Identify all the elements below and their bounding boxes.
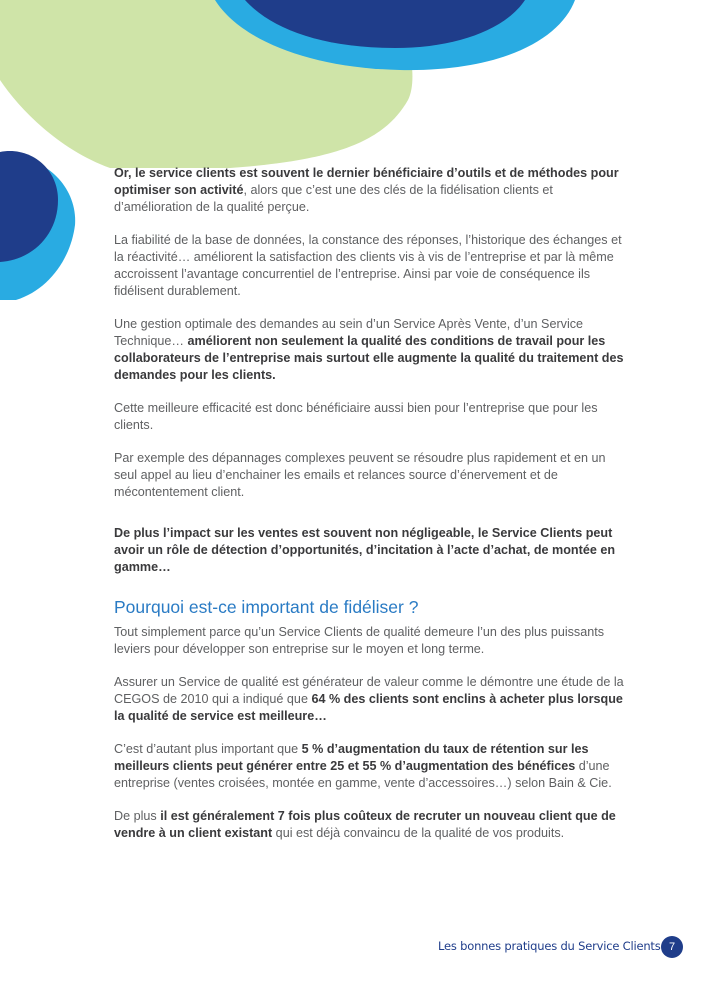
bold-text: il est généralement 7 fois plus coûteux de recruter un nouveau client que de vendre à un client existant [114, 809, 616, 840]
section-heading: Pourquoi est-ce important de fidéliser ? [114, 597, 419, 617]
text: Cette meilleure efficacité est donc bénéficiaire aussi bien pour l’entreprise que pour les clients. [114, 401, 598, 432]
paragraph [114, 808, 624, 842]
paragraph [114, 165, 624, 216]
text: La fiabilité de la base de données, la constance des réponses, l’historique des échanges et la réactivité… améliorent la satisfaction des clients vis à vis de l’entreprise et par là même accroissent l’avantage concurrentiel de l’entreprise. Ainsi par voie de conséquence ils fidélisent durablement. [114, 233, 622, 298]
footer-title: Les bonnes pratiques du Service Clients [438, 939, 661, 953]
paragraph [114, 741, 624, 792]
text: Par exemple des dépannages complexes peuvent se résoudre plus rapidement et en un seul appel au lieu d’enchainer les emails et relances source d’énervement et de mécontentement client. [114, 451, 606, 499]
text: d’une entreprise (ventes croisées, montée en gamme, vente d’accessoires…) selon Bain & Cie. [114, 759, 612, 790]
bold-text: améliorent non seulement la qualité des conditions de travail pour les collaborateurs de l’entreprise mais surtout elle augmente la qualité du traitement des demandes pour les clients. [114, 334, 624, 382]
text: Tout simplement parce qu’un Service Clients de qualité demeure l’un des plus puissants leviers pour développer son entreprise sur le moyen et long terme. [114, 625, 605, 656]
bold-text: De plus l’impact sur les ventes est souvent non négligeable, le Service Clients peut avoir un rôle de détection d’opportunités, d’incitation à l’acte d’achat, de montée en gamme… [114, 526, 616, 574]
text: Assurer un Service de qualité est générateur de valeur comme le démontre une étude de la CEGOS de 2010 qui a indiqué que [114, 675, 624, 706]
paragraph [114, 624, 624, 658]
paragraph [114, 400, 624, 434]
text: qui est déjà convaincu de la qualité de vos produits. [272, 826, 565, 840]
text: Une gestion optimale des demandes au sein d’un Service Après Vente, d’un Service Technique… [114, 317, 584, 348]
bold-text: Or, le service clients est souvent le dernier bénéficiaire d’outils et de méthodes pour optimiser son activité [114, 166, 619, 197]
text: C’est d’autant plus important que [114, 742, 302, 756]
text: De plus [114, 809, 161, 823]
paragraph [114, 450, 624, 501]
bold-text: 64 % des clients sont enclins à acheter plus lorsque la qualité de service est meilleure… [114, 692, 623, 723]
paragraph [114, 316, 624, 384]
paragraph [114, 232, 624, 300]
page-number-badge: 7 [661, 936, 683, 958]
paragraph [114, 674, 624, 725]
main-content [114, 165, 624, 858]
intro-paragraphs [114, 165, 624, 576]
bold-text: 5 % d’augmentation du taux de rétention sur les meilleurs clients peut générer entre 25 et 55 % d’augmentation des bénéfices [114, 742, 589, 773]
section-paragraphs [114, 624, 624, 842]
text: , alors que c’est une des clés de la fidélisation clients et d’amélioration de la qualité perçue. [114, 183, 553, 214]
paragraph [114, 525, 624, 576]
